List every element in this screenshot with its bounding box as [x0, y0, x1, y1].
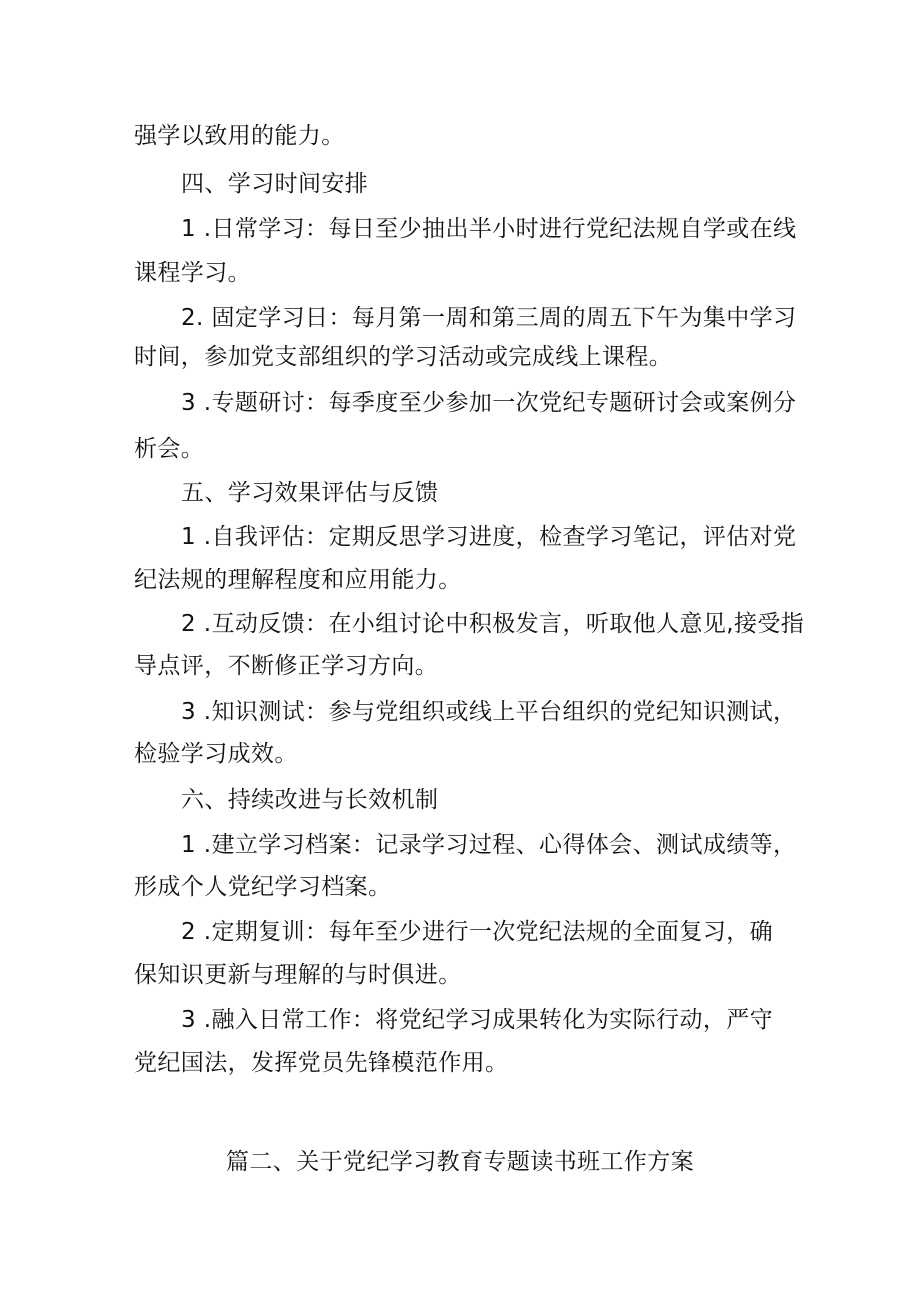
paragraph-line: 3 .融入日常工作：将党纪学习成果转化为实际行动，严守 — [181, 1007, 774, 1033]
paragraph-line: 2. 固定学习日：每月第一周和第三周的周五下午为集中学习 — [181, 305, 797, 331]
paragraph-line: 强学以致用的能力。 — [134, 123, 345, 149]
paragraph-line: 1 .建立学习档案：记录学习过程、心得体会、测试成绩等， — [181, 832, 797, 858]
paragraph-line: 检验学习成效。 — [134, 741, 298, 767]
paragraph-line: 形成个人党纪学习档案。 — [134, 874, 392, 900]
paragraph-line: 3 .知识测试：参与党组织或线上平台组织的党纪知识测试， — [181, 699, 797, 725]
paragraph-line: 3 .专题研讨：每季度至少参加一次党纪专题研讨会或案例分 — [181, 390, 797, 416]
paragraph-line: 时间，参加党支部组织的学习活动或完成线上课程。 — [134, 344, 673, 370]
paragraph-line: 党纪国法，发挥党员先锋模范作用。 — [134, 1050, 509, 1076]
paragraph-line: 1 .自我评估：定期反思学习进度，检查学习笔记，评估对党 — [181, 524, 797, 550]
section-title: 篇二、关于党纪学习教育专题读书班工作方案 — [226, 1149, 694, 1175]
section-heading: 四、学习时间安排 — [181, 171, 369, 197]
section-heading: 六、持续改进与长效机制 — [181, 787, 439, 813]
paragraph-line: 2 .互动反馈：在小组讨论中积极发言，听取他人意见,接受指 — [181, 611, 805, 637]
paragraph-line: 课程学习。 — [134, 260, 251, 286]
paragraph-line: 1 .日常学习：每日至少抽出半小时进行党纪法规自学或在线 — [181, 216, 797, 242]
paragraph-line: 导点评，不断修正学习方向。 — [134, 653, 439, 679]
paragraph-line: 保知识更新与理解的与时俱进。 — [134, 962, 462, 988]
paragraph-line: 纪法规的理解程度和应用能力。 — [134, 567, 462, 593]
section-heading: 五、学习效果评估与反馈 — [181, 480, 439, 506]
paragraph-line: 2 .定期复训：每年至少进行一次党纪法规的全面复习，确 — [181, 919, 774, 945]
paragraph-line: 析会。 — [134, 436, 205, 462]
